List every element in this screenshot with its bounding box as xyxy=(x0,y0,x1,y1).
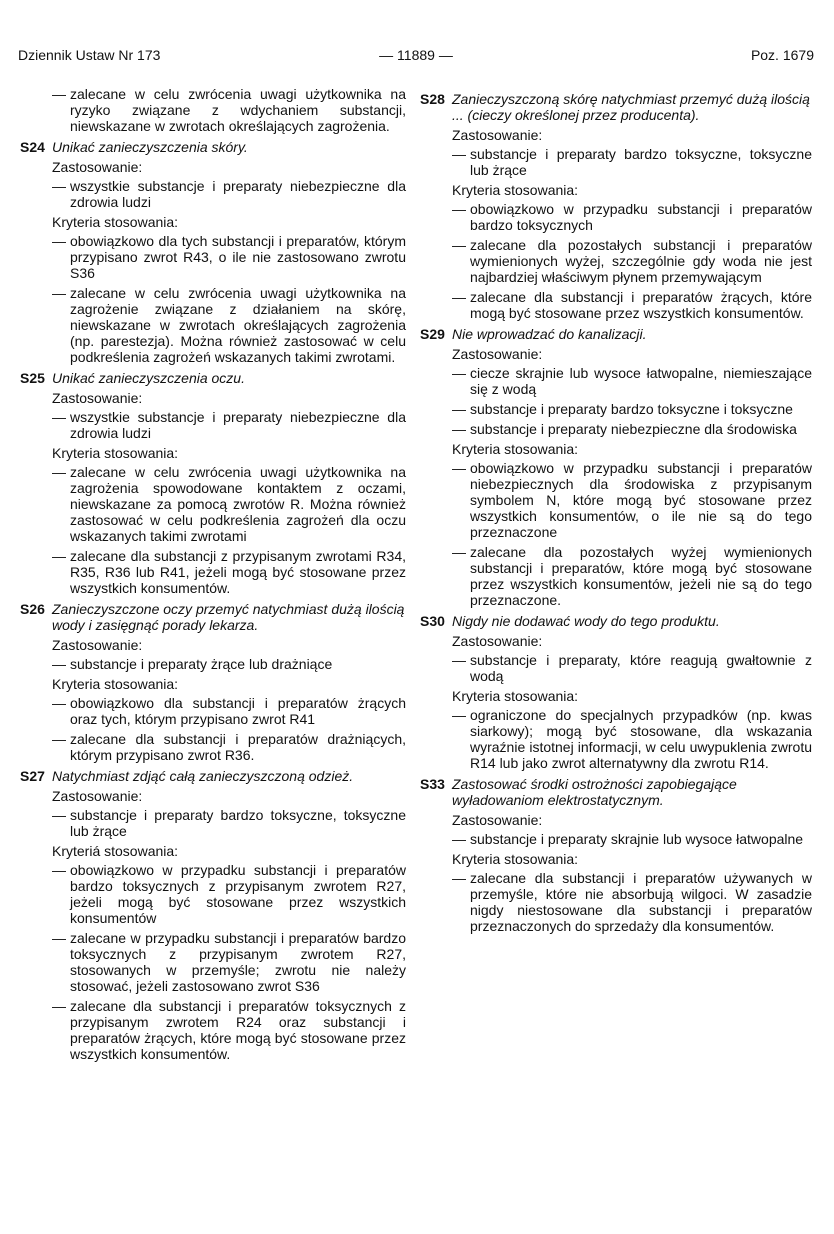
dash: — xyxy=(52,233,66,249)
section-title: Unikać zanieczyszczenia oczu. xyxy=(52,370,245,386)
list-item-text: substancje i preparaty bardzo toksyczne, toksyczne lub żrące xyxy=(470,146,812,178)
section-code: S24 xyxy=(20,139,45,155)
section-code: S33 xyxy=(420,776,445,792)
dash: — xyxy=(52,731,66,747)
list-item xyxy=(20,548,406,596)
list-item-text: substancje i preparaty skrajnie lub wysoce łatwopalne xyxy=(470,831,804,847)
list-item-text: obowiązkowo w przypadku substancji i preparatów niebezpiecznych dla środowiska z przypisanym symbolem N, które mogą być stosowane przez wszystkich konsumentów, o ile nie są do tego przeznaczone xyxy=(470,460,812,540)
section-title: Natychmiast zdjąć całą zanieczyszczoną odzież. xyxy=(52,768,354,784)
dash: — xyxy=(52,178,66,194)
list-item-text: zalecane w przypadku substancji i preparatów bardzo toksycznych z przypisanym zwrotem R27, stosowanych w przemyśle; zwrotu nie należy stosować, jeżeli zastosowano zwrot S36 xyxy=(70,930,406,994)
section-title: Nigdy nie dodawać wody do tego produktu. xyxy=(452,613,720,629)
section-title: Unikać zanieczyszczenia skóry. xyxy=(52,139,248,155)
dash: — xyxy=(452,870,466,886)
application-label: Zastosowanie: xyxy=(52,788,143,804)
section-s30 xyxy=(420,613,812,771)
dash: — xyxy=(52,656,66,672)
dash: — xyxy=(52,464,66,480)
section-s24 xyxy=(20,139,406,365)
section-title: Zanieczyszczone oczy przemyć natychmiast dużą ilością wody i zasięgnąć porady lekarza. xyxy=(52,601,405,633)
list-item xyxy=(420,146,812,178)
list-item-text: ciecze skrajnie lub wysoce łatwopalne, niemieszające się z wodą xyxy=(470,365,812,397)
list-item xyxy=(20,930,406,994)
dash: — xyxy=(452,544,466,560)
section-title: Zastosować środki ostrożności zapobiegające wyładowaniom elektrostatycznym. xyxy=(452,776,737,808)
application-label: Zastosowanie: xyxy=(452,812,543,828)
list-item-text: zalecane w celu zwrócenia uwagi użytkownika na zagrożenia spowodowane kontaktem z oczami, niewskazane za pomocą zwrotów R. Można również zastosować w celu podkreślenia zagrożeń dla oczu wskazanych takimi zwrotami xyxy=(70,464,406,544)
dash: — xyxy=(452,652,466,668)
position-number: Poz. 1679 xyxy=(750,47,814,63)
section-heading xyxy=(20,601,406,633)
list-item xyxy=(20,285,406,365)
list-item xyxy=(20,233,406,281)
dash: — xyxy=(452,401,466,417)
list-item-text: substancje i preparaty bardzo toksyczne i toksyczne xyxy=(470,401,793,417)
list-item-text: zalecane w celu zwrócenia uwagi użytkownika na zagrożenie związane z działaniem na skórę, niewskazane w zwrotach określających zagrożenia (np. parestezja). Można również zastosować w celu podkreślenia zagrożeń wskazanych takimi zwrotami. xyxy=(70,285,406,365)
section-heading xyxy=(20,139,406,155)
dash: — xyxy=(452,237,466,253)
criteria-label: Kryteria stosowania: xyxy=(52,445,179,461)
application-label: Zastosowanie: xyxy=(52,390,143,406)
section-code: S26 xyxy=(20,601,45,617)
dash: — xyxy=(52,409,66,425)
criteria-label: Kryteriá stosowania: xyxy=(52,843,179,859)
list-item-text: obowiązkowo w przypadku substancji i preparatów bardzo toksycznych z przypisanym zwrotem R27, jeżeli mogą być stosowane przez wszystkich konsumentów xyxy=(70,862,406,926)
right-column xyxy=(420,86,812,938)
section-heading xyxy=(420,613,812,629)
section-s26 xyxy=(20,601,406,763)
application-label: Zastosowanie: xyxy=(452,633,543,649)
dash: — xyxy=(452,831,466,847)
section-code: S25 xyxy=(20,370,45,386)
page-header xyxy=(18,47,814,69)
section-code: S27 xyxy=(20,768,45,784)
list-item xyxy=(420,289,812,321)
list-item-text: substancje i preparaty bardzo toksyczne, toksyczne lub żrące xyxy=(70,807,406,839)
section-heading xyxy=(420,776,812,808)
application-label: Zastosowanie: xyxy=(52,637,143,653)
list-item xyxy=(20,409,406,441)
section-s29 xyxy=(420,326,812,608)
dash: — xyxy=(452,707,466,723)
section-s25 xyxy=(20,370,406,596)
list-item xyxy=(420,544,812,608)
section-s27 xyxy=(20,768,406,1062)
left-column xyxy=(20,86,406,1066)
list-item-text: ograniczone do specjalnych przypadków (np. kwas siarkowy); mogą być stosowane, dla wskazania wyraźnie istotnej informacji, w celu uwypuklenia zwrotu R14 lub jako zwrot alternatywny dla zwrotu R14. xyxy=(470,707,812,771)
list-item-text: substancje i preparaty żrące lub drażniące xyxy=(70,656,333,672)
application-label: Zastosowanie: xyxy=(452,346,543,362)
list-item xyxy=(20,695,406,727)
continuation-text: zalecane w celu zwrócenia uwagi użytkownika na ryzyko związane z wdychaniem substancji, niewskazane w zwrotach określających zagrożenia. xyxy=(70,86,406,134)
list-item xyxy=(420,401,812,417)
list-item-text: obowiązkowo dla substancji i preparatów żrących oraz tych, którym przypisano zwrot R41 xyxy=(70,695,406,727)
section-code: S28 xyxy=(420,91,445,107)
list-item xyxy=(20,998,406,1062)
list-item-text: obowiązkowo w przypadku substancji i preparatów bardzo toksycznych xyxy=(470,201,812,233)
list-item-text: zalecane dla substancji i preparatów żrących, które mogą być stosowane przez wszystkich konsumentów. xyxy=(470,289,812,321)
list-item xyxy=(20,807,406,839)
list-item xyxy=(20,464,406,544)
dash: — xyxy=(452,201,466,217)
section-s33 xyxy=(420,776,812,934)
list-item-text: substancje i preparaty, które reagują gwałtownie z wodą xyxy=(470,652,812,684)
list-item xyxy=(420,421,812,437)
criteria-label: Kryteria stosowania: xyxy=(452,851,579,867)
list-item xyxy=(420,831,812,847)
dash: — xyxy=(52,285,66,301)
criteria-label: Kryteria stosowania: xyxy=(452,688,579,704)
list-item xyxy=(420,365,812,397)
list-item-text: zalecane dla pozostałych substancji i preparatów wymienionych wyżej, szczególnie gdy woda nie jest najbardziej właściwym płynem przemywającym xyxy=(470,237,812,285)
section-heading xyxy=(420,326,812,342)
criteria-label: Kryteria stosowania: xyxy=(452,441,579,457)
list-item-text: zalecane dla pozostałych wyżej wymienionych substancji i preparatów, które mogą być stosowane przez wszystkich konsumentów, jeżeli nie są do tego przeznaczone. xyxy=(470,544,812,608)
list-item-text: zalecane dla substancji i preparatów drażniących, którym przypisano zwrot R36. xyxy=(70,731,406,763)
section-heading xyxy=(20,768,406,784)
list-item-text: substancje i preparaty niebezpieczne dla środowiska xyxy=(470,421,797,437)
list-item xyxy=(420,652,812,684)
dash: — xyxy=(52,695,66,711)
section-s28 xyxy=(420,91,812,321)
dash: — xyxy=(52,930,66,946)
section-code: S29 xyxy=(420,326,445,342)
dash: — xyxy=(452,146,466,162)
dash: — xyxy=(52,998,66,1014)
page-number: — 11889 — xyxy=(379,47,453,63)
dash: — xyxy=(452,289,466,305)
list-item xyxy=(420,870,812,934)
list-item xyxy=(20,86,406,134)
list-item xyxy=(20,656,406,672)
section-code: S30 xyxy=(420,613,445,629)
dash: — xyxy=(52,548,66,564)
list-item xyxy=(420,237,812,285)
dash: — xyxy=(452,460,466,476)
list-item-text: obowiązkowo dla tych substancji i preparatów, którym przypisano zwrot R43, o ile nie zastosowano zwrotu S36 xyxy=(70,233,406,281)
list-item xyxy=(20,178,406,210)
section-heading xyxy=(20,370,406,386)
list-item xyxy=(420,460,812,540)
journal-title: Dziennik Ustaw Nr 173 xyxy=(18,47,161,63)
list-item-text: wszystkie substancje i preparaty niebezpieczne dla zdrowia ludzi xyxy=(70,178,406,210)
section-heading xyxy=(420,91,812,123)
list-item xyxy=(20,862,406,926)
dash: — xyxy=(52,86,66,102)
criteria-label: Kryteria stosowania: xyxy=(52,214,179,230)
list-item-text: zalecane dla substancji z przypisanym zwrotami R34, R35, R36 lub R41, jeżeli mogą być stosowane przez wszystkich konsumentów. xyxy=(70,548,406,596)
dash: — xyxy=(452,365,466,381)
criteria-label: Kryteria stosowania: xyxy=(52,676,179,692)
list-item-text: zalecane dla substancji i preparatów używanych w przemyśle, które nie absorbują wilgoci. W zasadzie nigdy niestosowane dla substancji i preparatów przeznaczonych do sprzedaży dla konsumentów. xyxy=(470,870,812,934)
dash: — xyxy=(52,807,66,823)
section-title: Zanieczyszczoną skórę natychmiast przemyć dużą ilością ... (cieczy określonej przez producenta). xyxy=(452,91,810,123)
list-item xyxy=(420,201,812,233)
list-item-text: wszystkie substancje i preparaty niebezpieczne dla zdrowia ludzi xyxy=(70,409,406,441)
dash: — xyxy=(52,862,66,878)
application-label: Zastosowanie: xyxy=(452,127,543,143)
section-title: Nie wprowadzać do kanalizacji. xyxy=(452,326,647,342)
criteria-label: Kryteria stosowania: xyxy=(452,182,579,198)
list-item xyxy=(20,731,406,763)
list-item xyxy=(420,707,812,771)
application-label: Zastosowanie: xyxy=(52,159,143,175)
list-item-text: zalecane dla substancji i preparatów toksycznych z przypisanym zwrotem R24 oraz substancji i preparatów żrących, które mogą być stosowane przez wszystkich konsumentów. xyxy=(70,998,406,1062)
dash: — xyxy=(452,421,466,437)
